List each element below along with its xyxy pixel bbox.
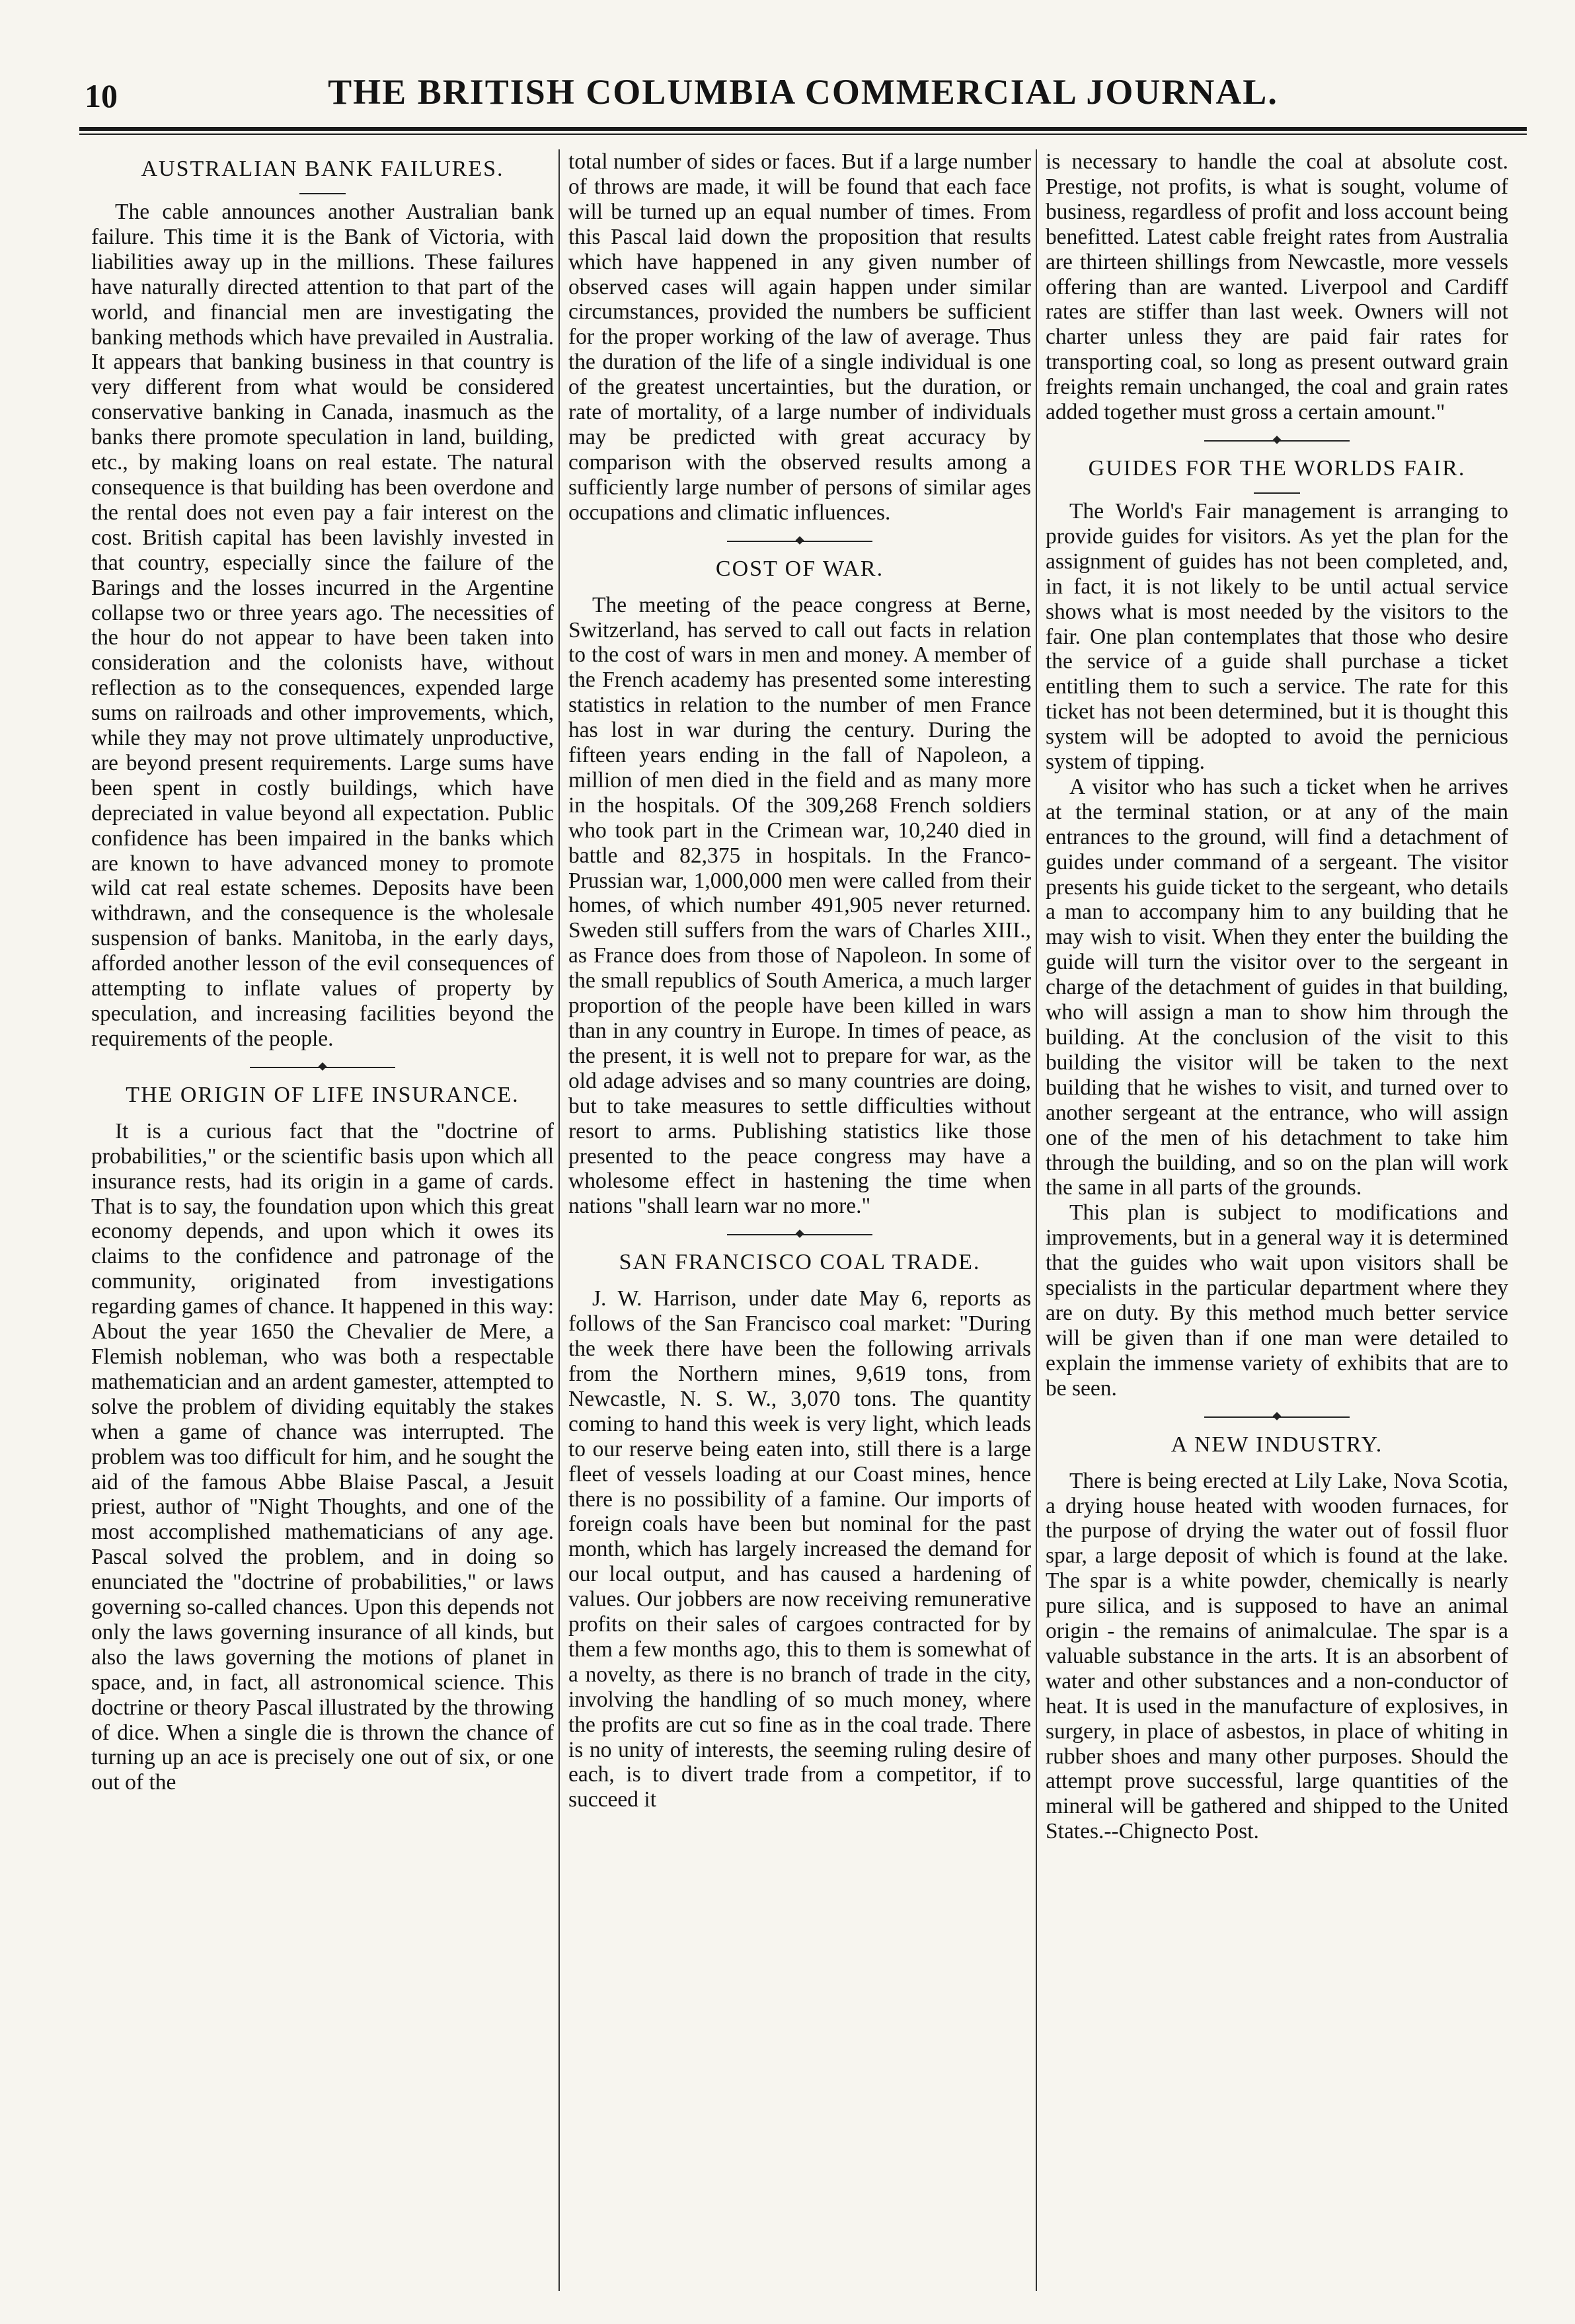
article-separator: [250, 1061, 395, 1074]
article-paragraph: A visitor who has such a ticket when he arrives at the terminal station, or at any of the main entrances to the ground, will find a detachment of guides under command of a sergeant. The visitor presents his guide ticket to the sergeant, who details a man to accompany him to any building that he may wish to visit. When they enter the building the guide will turn the visitor over to the sergeant in charge of the detachment of guides in that building, who will assign a man to show him through the building. At the conclusion of the visit to this building the visitor will be taken to the next building that he wishes to visit, and turned over to another sergeant at the entrance, who will assign one of the men of his detachment to take him through the building, and so on the plan will work the same in all parts of the grounds.: [1046, 774, 1508, 1200]
running-title: THE BRITISH COLUMBIA COMMERCIAL JOURNAL.: [328, 72, 1278, 112]
article-paragraph: The cable announces another Australian bank failure. This time it is the Bank of Victoria, with liabilities away up in the millions. These failures have naturally directed attention to that part of the world, and financial men are investigating the banking methods which have prevailed in Australia. It appears that banking business in that country is very different from what would be considered conservative banking in Canada, inasmuch as the banks there promote speculation in land, building, etc., by making loans on real estate. The natural consequence is that building has been overdone and the rental does not even pay a fair interest on the cost. British capital has been lavishly invested in that country, especially since the failure of the Barings and the losses incurred in the Argentine collapse two or three years ago. The necessities of the hour do not appear to have been taken into consideration and the colonists have, without reflection as to the consequences, expended large sums on railroads and other improvements, which, while they may not prove ultimately unproductive, are beyond present requirements. Large sums have been spent in costly buildings, which have depreciated in value beyond all expectation. Public confidence has been impaired in the banks which are known to have advanced money to promote wild cat real estate schemes. Deposits have been withdrawn, and the consequence is the wholesale suspension of banks. Manitoba, in the early days, afforded another lesson of the evil consequences of attempting to inflate values of property by speculation, and increasing facilities beyond the requirements of the people.: [91, 200, 554, 1051]
article-paragraph: is necessary to handle the coal at absolute cost. Prestige, not profits, is what is sought, volume of business, regardless of profit and loss account being benefitted. Latest cable freight rates from Australia are thirteen shillings from Newcastle, more vessels offering than are wanted. Liverpool and Cardiff rates are stiffer than last week. Owners will not charter unless they are paid fair rates for transporting coal, so long as present outward grain freights remain unchanged, the coal and grain rates added together must gross a certain amount.": [1046, 149, 1508, 425]
article-paragraph: total number of sides or faces. But if a large number of throws are made, it will be found that each face will be turned up an equal number of times. From this Pascal laid down the proposition that results which have happened in any given number of observed cases will again happen under similar circumstances, provided the numbers be sufficient for the proper working of the law of average. Thus the duration of the life of a single individual is one of the greatest uncertainties, but the duration, or rate of mortality, of a large number of individuals may be predicted with great accuracy by comparison with the observed results among a sufficiently large number of persons of similar ages occupations and climatic influences.: [568, 149, 1031, 525]
article-title: GUIDES FOR THE WORLDS FAIR.: [1088, 455, 1466, 481]
article-paragraph: It is a curious fact that the "doctrine of probabilities," or the scientific basis upon which all insurance rests, had its origin in a game of cards. That is to say, the foundation upon which this great economy depends, and upon which it owes its claims to the confidence and patronage of the community, originated from investigations regarding games of chance. It happened in this way: About the year 1650 the Chevalier de Mere, a Flemish nobleman, who was both a respectable mathematician and an ardent gamester, attempted to solve the problem of dividing equitably the stakes when a game of chance was interrupted. The problem was too difficult for him, and he sought the aid of the famous Abbe Blaise Pascal, a Jesuit priest, author of "Night Thoughts, and one of the most accomplished mathematicians of any age. Pascal solved the problem, and in doing so enunciated the "doctrine of probabilities," or laws governing so-called chances. Upon this depends not only the laws governing insurance of all kinds, but also the laws governing the motions of planet in space, and, in fact, all astronomical science. This doctrine or theory Pascal illustrated by the throwing of dice. When a single die is thrown the chance of turning up an ace is precisely one out of six, or one out of the: [91, 1118, 554, 1795]
page-number: 10: [85, 77, 118, 114]
header-rule-thin: [79, 134, 1527, 135]
article-title: COST OF WAR.: [715, 556, 884, 581]
article-separator: [727, 1228, 872, 1241]
article-separator: [1204, 434, 1350, 447]
article-paragraph: There is being erected at Lily Lake, Nova Scotia, a drying house heated with wooden furnaces, for the purpose of drying the water out of fossil fluor spar, a large deposit of which is found at the lake. The spar is a white powder, chemically is nearly pure silica, and is supposed to have an animal origin - the remains of animalculae. The spar is a valuable substance in the arts. It is an absorbent of water and other substances and a non-conductor of heat. It is used in the manufacture of explosives, in surgery, in place of asbestos, in place of whiting in rubber shoes and many other purposes. Should the attempt prove successful, large quantities of the mineral will be gathered and shipped to the United States.--Chignecto Post.: [1046, 1468, 1508, 1844]
title-rule: [1254, 492, 1300, 494]
article-separator: [1204, 1411, 1350, 1424]
column-divider: [1036, 149, 1037, 2291]
article-title: AUSTRALIAN BANK FAILURES.: [141, 157, 504, 181]
header-rule: [79, 127, 1527, 131]
column-3: [1046, 149, 1508, 2304]
article-paragraph: The World's Fair management is arranging to provide guides for visitors. As yet the plan for the assignment of guides has not been completed, and, in fact, it is not likely to be until actual service shows what is most needed by the visitors to the fair. One plan contemplates that those who desire the service of a guide shall purchase a ticket entitling them to such a service. The rate for this ticket has not been determined, but it is thought this system will be adopted to avoid the pernicious system of tipping.: [1046, 498, 1508, 775]
page-header: [79, 71, 1527, 118]
column-2: [568, 149, 1031, 2304]
column-divider: [558, 149, 560, 2291]
article-title: A NEW INDUSTRY.: [1171, 1432, 1383, 1457]
title-rule: [299, 193, 346, 194]
column-1: [91, 149, 554, 2304]
article-paragraph: J. W. Harrison, under date May 6, reports as follows of the San Francisco coal market: "During the week there have been the following arrivals from the Northern mines, 9,619 tons, from Newcastle, N. S. W., 3,070 tons. The quantity coming to hand this week is very light, which leads to our reserve being eaten into, still there is a large fleet of vessels loading at our Coast mines, hence there is no possibility of a famine. Our imports of foreign coals have been but nominal for the past month, which has largely increased the demand for our local output, and has caused a hardening of values. Our jobbers are now receiving remunerative profits on their sales of cargoes contracted for by them a few months ago, this to them is somewhat of a novelty, as there is no branch of trade in the city, involving the handling of so much money, where the profits are cut so fine as in the coal trade. There is no unity of interests, the seeming ruling desire of each, is to divert trade from a competitor, if to succeed it: [568, 1286, 1031, 1812]
article-paragraph: The meeting of the peace congress at Berne, Switzerland, has served to call out facts in relation to the cost of wars in men and money. A member of the French academy has presented some interesting statistics in relation to the number of men France has lost in war during the century. During the fifteen years ending in the fall of Napoleon, a million of men died in the field and as many more in the hospitals. Of the 309,268 French soldiers who took part in the Crimean war, 10,240 died in battle and 82,375 in hospitals. In the Franco-Prussian war, 1,000,000 men were called from their homes, of which number 491,905 never returned. Sweden still suffers from the wars of Charles XIII., as France does from those of Napoleon. In some of the small republics of South America, a much larger proportion of the people have been killed in wars than in any country in Europe. In times of peace, as the present, it is well not to prepare for war, as the old adage advises and so many countries are doing, but to take measures to settle difficulties without resort to arms. Publishing statistics like those presented to the peace congress may have a wholesome effect in hastening the time when nations "shall learn war no more.": [568, 592, 1031, 1219]
article-title: SAN FRANCISCO COAL TRADE.: [619, 1250, 981, 1275]
article-separator: [727, 535, 872, 548]
article-title: THE ORIGIN OF LIFE INSURANCE.: [126, 1082, 519, 1107]
article-paragraph: This plan is subject to modifications and improvements, but in a general way it is determined that the guides who wait upon visitors shall be specialists in the particular department where they are on duty. By this method much better service will be given than if one man were detailed to explain the immense variety of exhibits that are to be seen.: [1046, 1200, 1508, 1401]
